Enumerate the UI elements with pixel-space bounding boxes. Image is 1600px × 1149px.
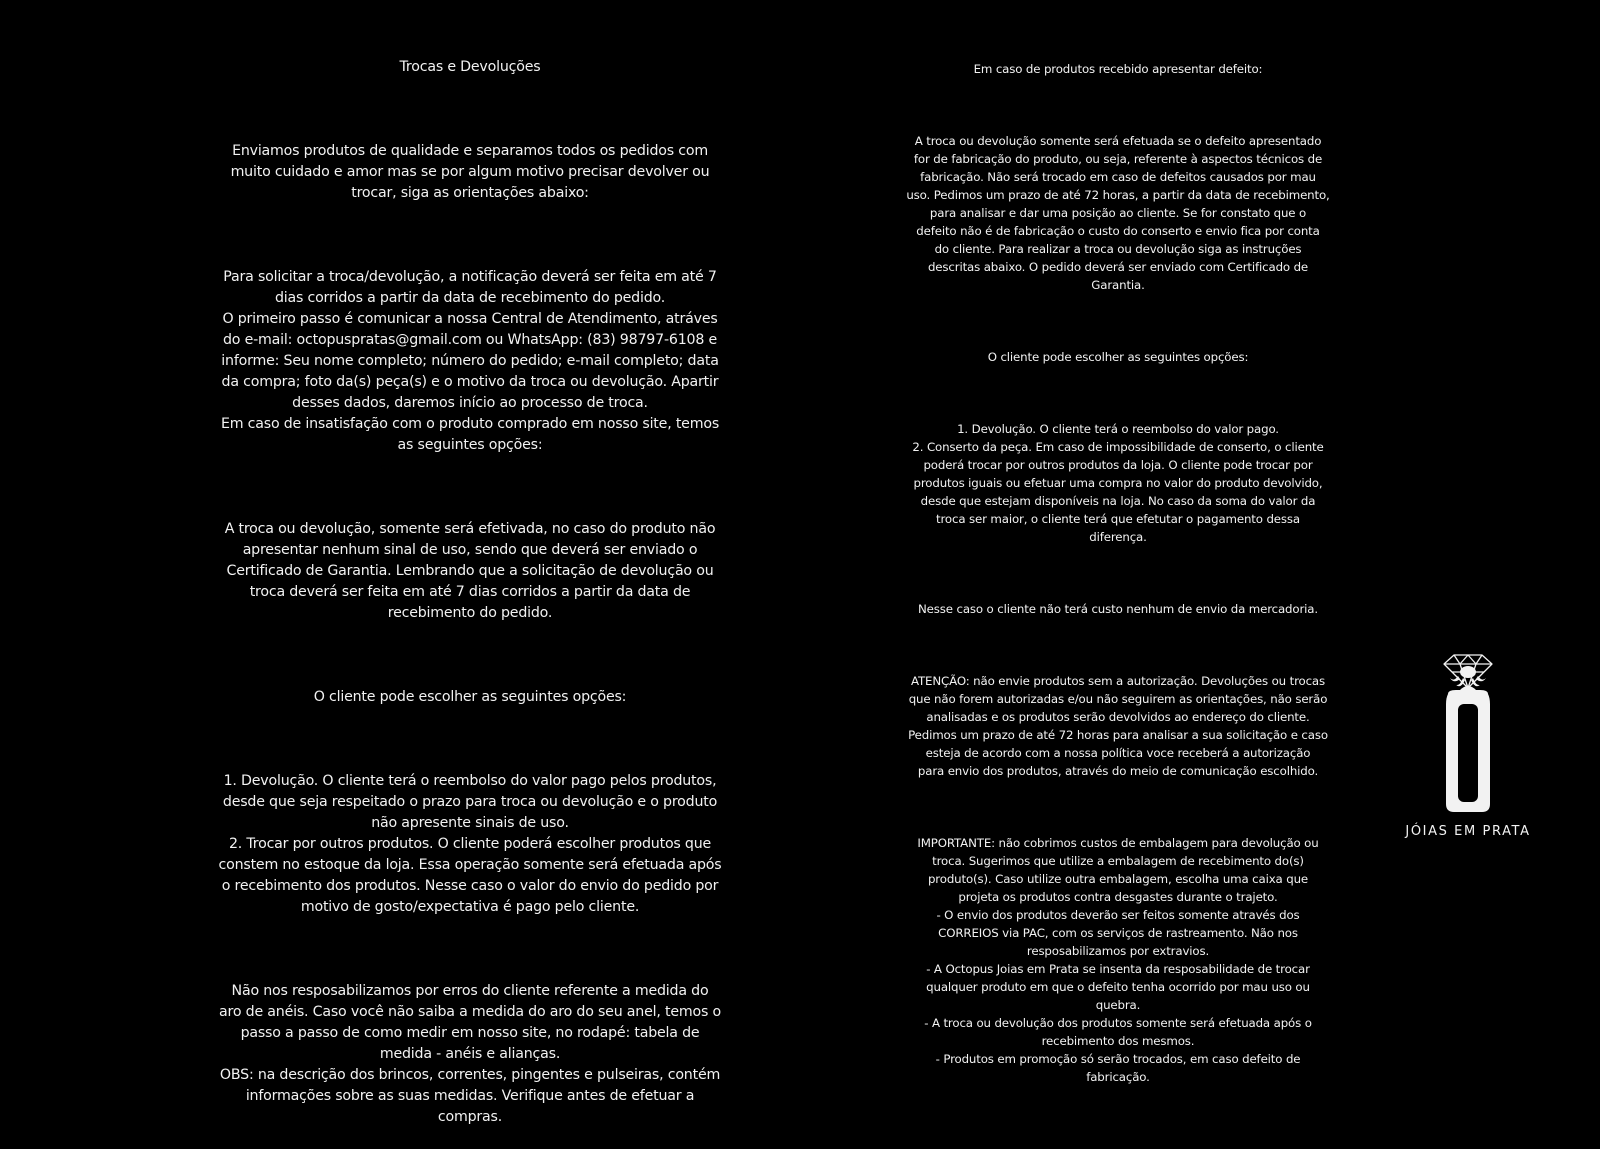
conditions-paragraph: A troca ou devolução, somente será efetivada, no caso do produto não apresentar nenhum sinal de uso, sendo que deverá ser enviado o Certificado de Garantia. Lembrando que a solicitação de devolução ou troca deverá ser feita em até 7 dias corridos a partir da data de recebimento do pedido. bbox=[224, 521, 716, 621]
spacer bbox=[200, 477, 740, 498]
brand-name: JÓIAS EM PRATA bbox=[1405, 824, 1531, 839]
spacer bbox=[200, 225, 740, 246]
options-heading: O cliente pode escolher as seguintes opções: bbox=[987, 350, 1249, 364]
spacer bbox=[200, 729, 740, 750]
page-title: Trocas e Devoluções bbox=[399, 59, 541, 75]
attention-paragraph: ATENÇÃO: não envie produtos sem a autorização. Devoluções ou trocas que não forem autorizadas e/ou não seguirem as orientações, não serão analisadas e os produtos serão devolvidos ao endereço do cliente. Pedimos um prazo de até 72 horas para analisar a sua solicitação e caso esteja de acordo com a nossa política voce receberá a autorização para envio dos produtos, através do meio de comunicação escolhido. bbox=[908, 674, 1328, 778]
sizes-paragraph: Não nos resposabilizamos por erros do cliente referente a medida do aro de anéis. Caso você não saiba a medida do aro do seu anel, temos o passo a passo de como medir em nosso site, no rodapé: tabela de medida - anéis e alianças. OBS: na descrição dos brincos, correntes, pingentes e pulseiras, contém informações sobre as suas medidas. Verifique antes de efetuar a compras. bbox=[219, 983, 721, 1125]
diamond-ring-logo-icon bbox=[1436, 652, 1500, 818]
spacer bbox=[880, 564, 1356, 582]
spacer bbox=[880, 384, 1356, 402]
defect-heading: Em caso de produtos recebido apresentar defeito: bbox=[973, 62, 1263, 76]
intro-paragraph: Enviamos produtos de qualidade e separamos todos os pedidos com muito cuidado e amor mas se por algum motivo precisar devolver ou trocar, siga as orientações abaixo: bbox=[230, 143, 710, 201]
options-list: 1. Devolução. O cliente terá o reembolso do valor pago. 2. Conserto da peça. Em caso de impossibilidade de conserto, o cliente poderá trocar por outros produtos da loja. O cliente pode trocar por produtos iguais ou efetuar uma compra no valor do produto devolvido, desde que estejam disponíveis na loja. No caso da soma do valor da troca ser maior, o cliente terá que efetutar o pagamento dessa diferença. bbox=[912, 422, 1324, 544]
left-column bbox=[200, 36, 740, 1149]
spacer bbox=[200, 645, 740, 666]
spacer bbox=[880, 636, 1356, 654]
spacer bbox=[200, 939, 740, 960]
options-heading: O cliente pode escolher as seguintes opções: bbox=[313, 689, 627, 705]
request-paragraph: Para solicitar a troca/devolução, a notificação deverá ser feita em até 7 dias corridos a partir da data de recebimento do pedido. O primeiro passo é comunicar a nossa Central de Atendimento, atráves do e-mail: octopuspratas@gmail.com ou WhatsApp: (83) 98797-6108 e informe: Seu nome completo; número do pedido; e-mail completo; data da compra; foto da(s) peça(s) e o motivo da troca ou devolução. Apartir desses dados, daremos início ao processo de troca. Em caso de insatisfação com o produto comprado em nosso site, temos as seguintes opções: bbox=[220, 269, 720, 453]
spacer bbox=[200, 99, 740, 120]
spacer bbox=[880, 312, 1356, 330]
important-paragraph: IMPORTANTE: não cobrimos custos de embalagem para devolução ou troca. Sugerimos que utilize a embalagem de recebimento do(s) produto(s). Caso utilize outra embalagem, escolha uma caixa que projeta os produtos contra desgastes durante o trajeto. - O envio dos produtos deverão ser feitos somente através dos CORREIOS via PAC, com os serviços de rastreamento. Não nos resposabilizamos por extravios. - A Octopus Joias em Prata se insenta da resposabilidade de trocar qualquer produto em que o defeito tenha ocorrido por mau uso ou quebra. - A troca ou devolução dos produtos somente será efetuada após o recebimento dos mesmos. - Produtos em promoção só serão trocados, em caso defeito de fabricação. bbox=[917, 836, 1319, 1084]
options-list: 1. Devolução. O cliente terá o reembolso do valor pago pelos produtos, desde que seja respeitado o prazo para troca ou devolução e o produto não apresente sinais de uso. 2. Trocar por outros produtos. O cliente poderá escolher produtos que constem no estoque da loja. Essa operação somente será efetuada após o recebimento dos produtos. Nesse caso o valor do envio do pedido por motivo de gosto/expectativa é pago pelo cliente. bbox=[218, 773, 722, 915]
shipping-note: Nesse caso o cliente não terá custo nenhum de envio da mercadoria. bbox=[918, 602, 1318, 616]
spacer bbox=[880, 96, 1356, 114]
spacer bbox=[880, 798, 1356, 816]
defect-paragraph: A troca ou devolução somente será efetuada se o defeito apresentado for de fabricação do produto, ou seja, referente à aspectos técnicos de fabricação. Não será trocado em caso de defeitos causados por mau uso. Pedimos um prazo de até 72 horas, a partir da data de recebimento, para analisar e dar uma posição ao cliente. Se for constato que o defeito não é de fabricação o custo do conserto e envio fica por conta do cliente. Para realizar a troca ou devolução siga as instruções descritas abaixo. O pedido deverá ser enviado com Certificado de Garantia. bbox=[906, 134, 1330, 292]
brand-logo bbox=[1398, 652, 1538, 839]
right-column bbox=[880, 42, 1356, 1104]
